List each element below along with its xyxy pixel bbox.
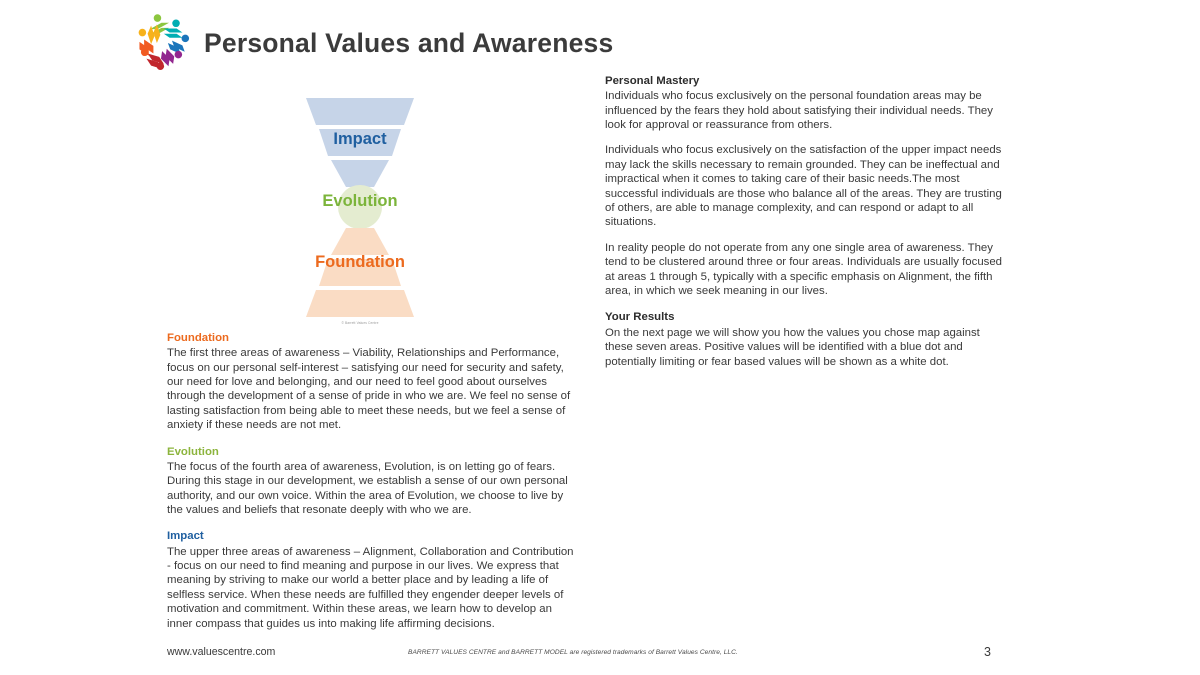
left-text-column [167, 331, 579, 631]
diagram-copyright-note: © Barrett Values Centre [341, 321, 379, 325]
impact-band-bottom [331, 160, 389, 187]
evolution-block [167, 445, 579, 518]
footer-trademark-notice: BARRETT VALUES CENTRE and BARRETT MODEL are registered trademarks of Barrett Values Centre, LLC. [408, 649, 738, 656]
impact-heading: Impact [167, 530, 204, 543]
your-results-block [605, 310, 1005, 368]
page-header [136, 12, 613, 74]
barrett-values-centre-logo-icon [136, 12, 194, 74]
awareness-diamond-diagram [280, 96, 440, 326]
personal-mastery-heading: Personal Mastery [605, 75, 700, 87]
diagram-label-impact: Impact [333, 130, 387, 148]
foundation-heading: Foundation [167, 332, 229, 344]
impact-block [167, 529, 579, 631]
your-results-paragraph: On the next page we will show you how the values you chose map against these seven areas. Positive values will be identified with a blue dot and potentially limiting or fear based values will be shown as a white dot. [605, 326, 980, 368]
diagram-label-evolution: Evolution [322, 192, 398, 210]
foundation-block [167, 331, 579, 433]
impact-paragraph: The upper three areas of awareness – Alignment, Collaboration and Contribution - focus on our need to find meaning and purpose in our lives. We express that meaning by striving to make our world a better place and by leading a life of selfless service. When these needs are fulfilled they engender deeper levels of motivation and commitment. Within these areas, we learn how to develop an inner compass that guides us into making life affirming decisions. [167, 545, 574, 630]
page-title: Personal Values and Awareness [204, 27, 614, 58]
evolution-heading: Evolution [167, 445, 219, 458]
footer-website-link[interactable]: www.valuescentre.com [167, 646, 276, 658]
evolution-paragraph: The focus of the fourth area of awareness, Evolution, is on letting go of fears. During this stage in our development, we establish a sense of our own personal authority, and our own voice. Within the area of Evolution, we choose to live by the values and beliefs that resonate deeply with who we are. [167, 460, 568, 517]
personal-mastery-paragraph-3: In reality people do not operate from any one single area of awareness. They tend to be clustered around three or four areas. Individuals are usually focused at areas 1 through 5, typically with a specific emphasis on Alignment, the fifth area, in which we seek meaning in our lives. [605, 241, 1003, 298]
foundation-band-top [331, 228, 389, 255]
foundation-band-bottom [306, 290, 414, 317]
right-text-column [605, 74, 1005, 369]
impact-band-top [306, 98, 414, 125]
footer-page-number: 3 [984, 645, 991, 659]
personal-mastery-paragraph-2: Individuals who focus exclusively on the satisfaction of the upper impact needs may lack the skills necessary to remain grounded. They can be ineffectual and impractical when it comes to taking care of their basic needs.The most successful individuals are those who balance all of the areas. They are trusting of others, are able to manage complexity, and can respond or adapt to all situations. [605, 144, 1002, 229]
personal-mastery-block [605, 74, 1005, 298]
diagram-label-foundation: Foundation [315, 253, 405, 271]
foundation-paragraph: The first three areas of awareness – Viability, Relationships and Performance, focus on our personal self-interest – satisfying our need for security and safety, our need for love and belonging, and our need to feel good about ourselves through the development of a sense of pride in who we are. We feel no sense of lasting satisfaction from being able to meet these needs, but we feel a sense of anxiety if these needs are not met. [167, 347, 571, 432]
personal-mastery-paragraph-1: Individuals who focus exclusively on the personal foundation areas may be influenced by the fears they hold about satisfying their individual needs. They look for approval or reassurance from others. [605, 90, 993, 132]
your-results-heading: Your Results [605, 311, 675, 324]
